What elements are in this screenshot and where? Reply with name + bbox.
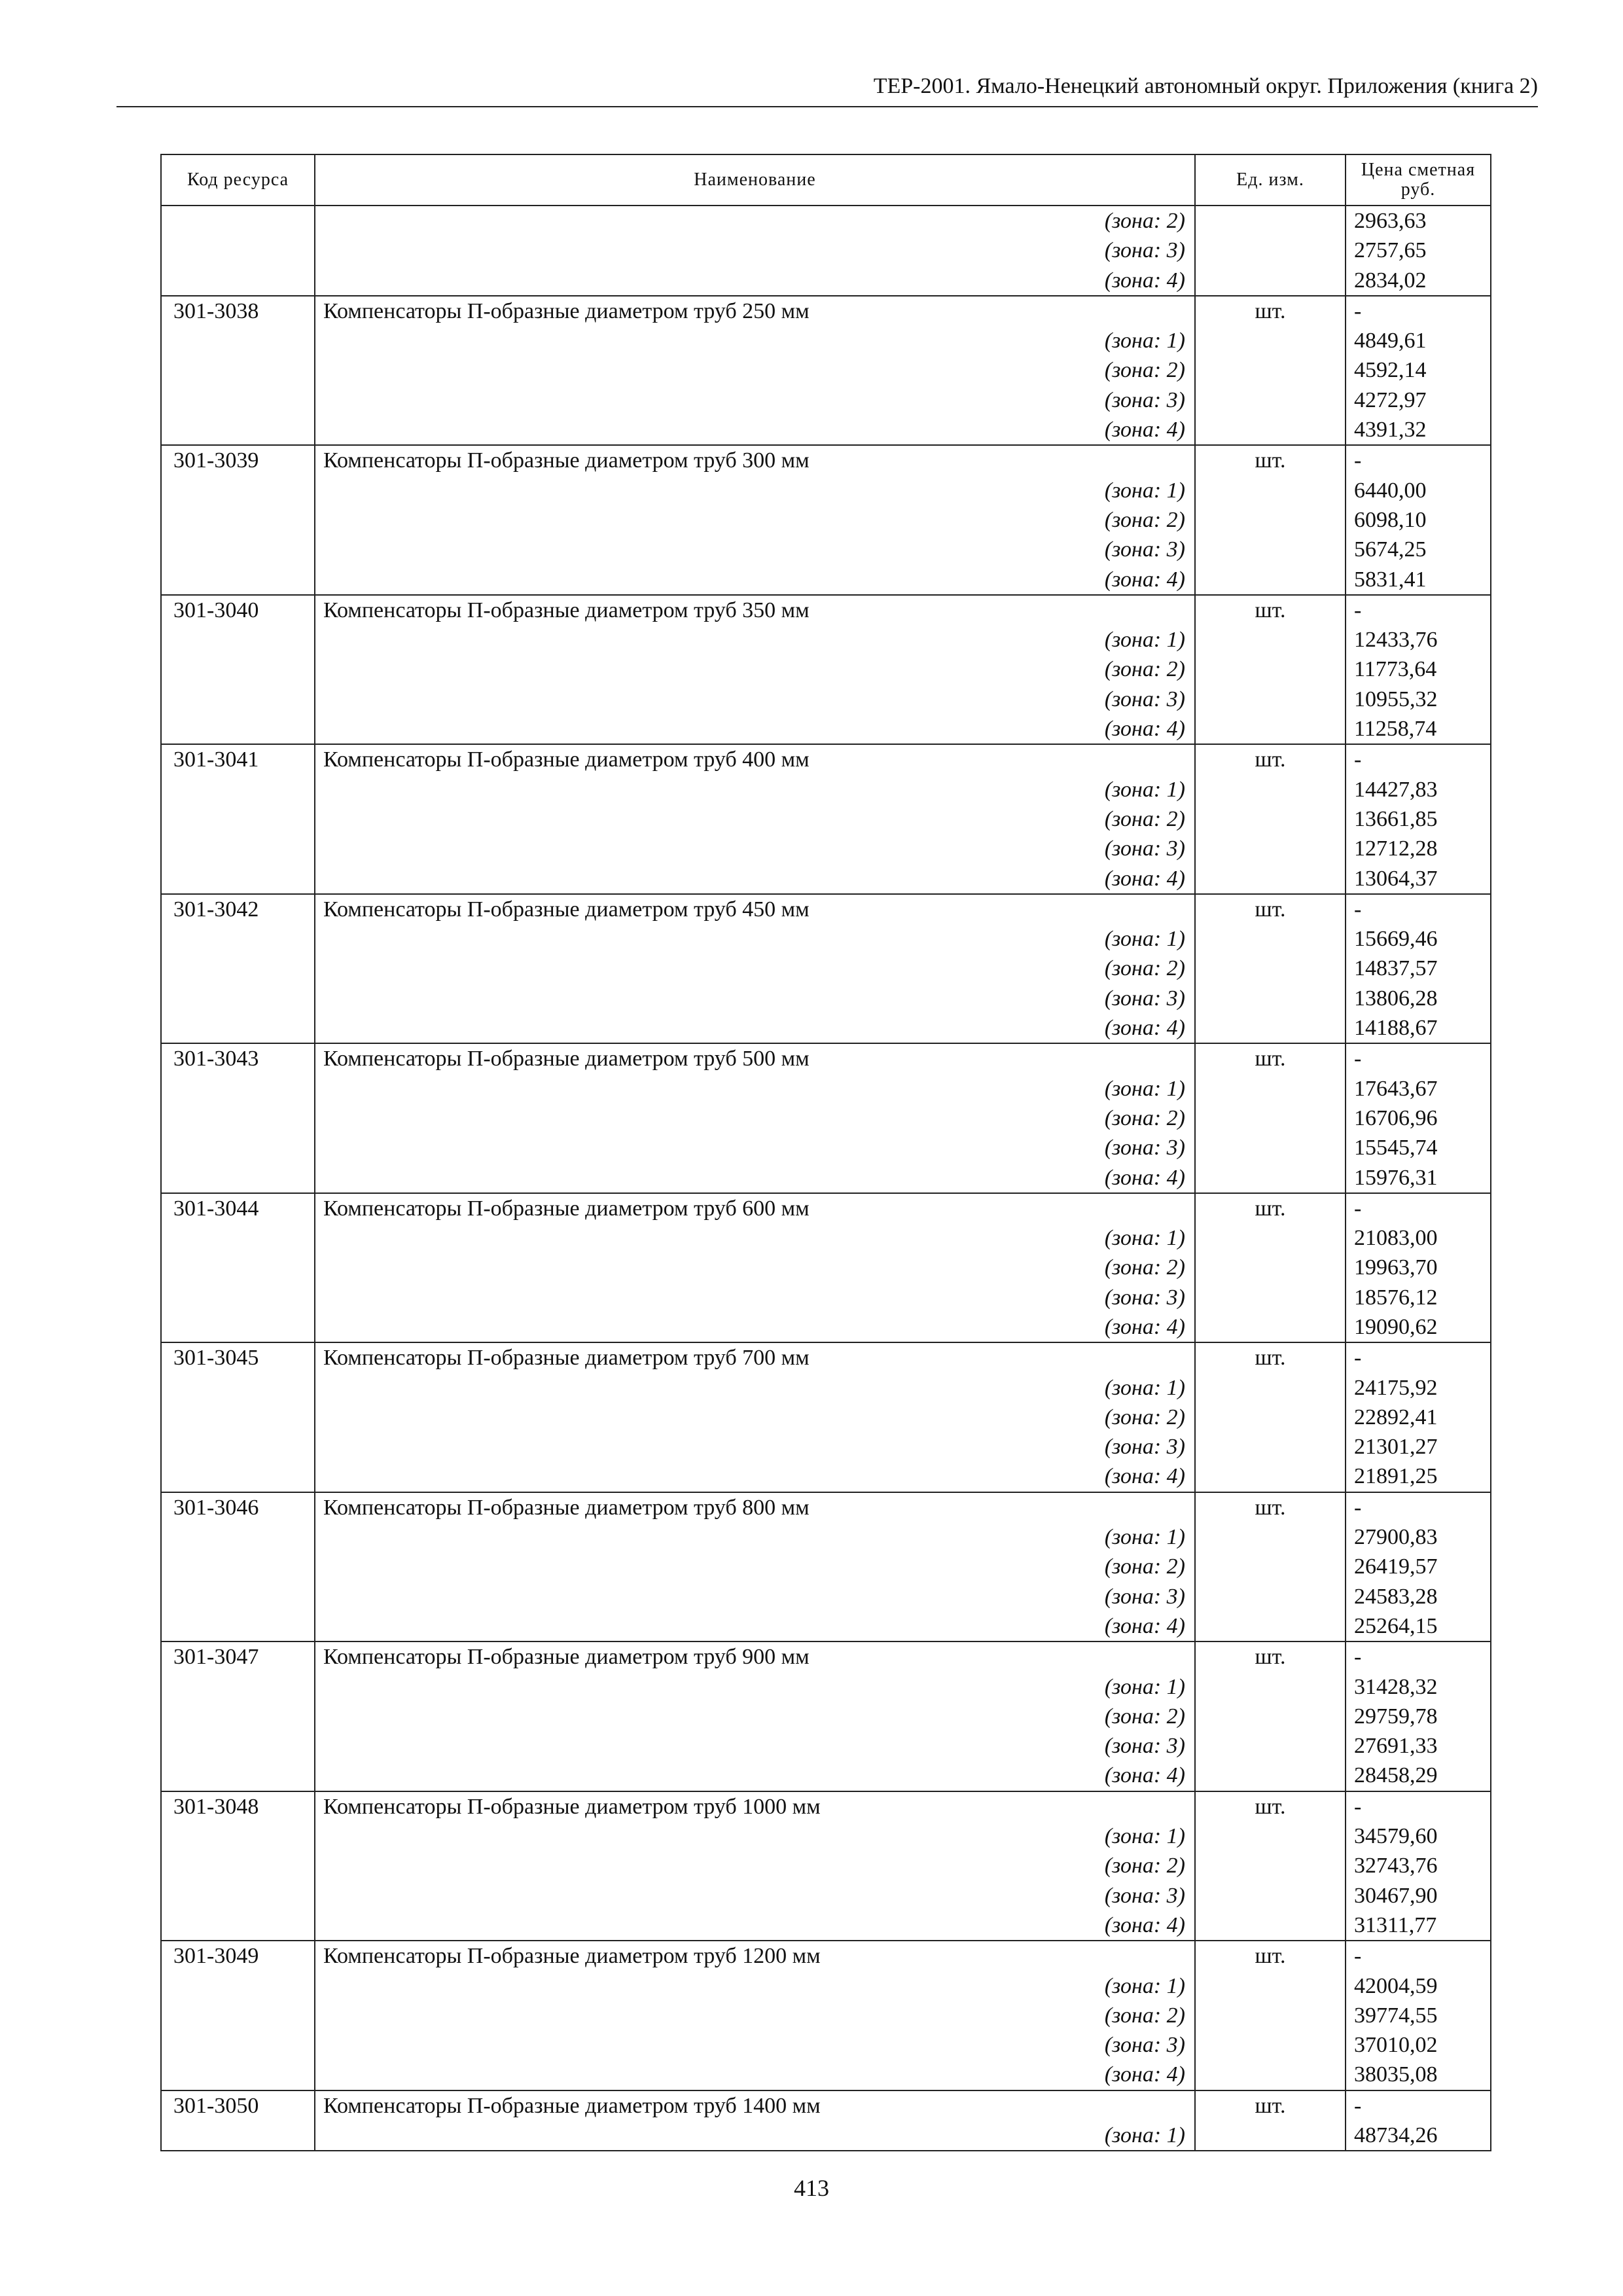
price-value: 4391,32 [1354, 418, 1427, 442]
price-value: 11258,74 [1354, 717, 1437, 742]
zone-label: (зона: 1) [1104, 628, 1185, 653]
price-value: 13064,37 [1354, 866, 1438, 891]
table-row [161, 1941, 1491, 2090]
price-value: 21891,25 [1354, 1464, 1438, 1489]
price-value: 27691,33 [1354, 1734, 1438, 1759]
resource-name: Компенсаторы П-образные диаметром труб 250 мм [323, 298, 810, 323]
price-value: - [1354, 598, 1362, 622]
price-value: - [1354, 1346, 1362, 1371]
resource-name: Компенсаторы П-образные диаметром труб 300 мм [323, 448, 810, 473]
zone-label: (зона: 2) [1104, 1554, 1185, 1579]
zone-label: (зона: 4) [1104, 567, 1185, 592]
price-value: 14837,57 [1354, 956, 1438, 981]
table-row [161, 595, 1491, 744]
resource-name: Компенсаторы П-образные диаметром труб 700 мм [323, 1346, 810, 1371]
unit: шт. [1195, 1641, 1346, 1791]
price-value: 25264,15 [1354, 1613, 1438, 1638]
resource-code: 301-3048 [161, 1791, 315, 1941]
price-value: 2834,02 [1354, 268, 1427, 293]
resource-code: 301-3045 [161, 1342, 315, 1492]
price-cell [1346, 1941, 1491, 2090]
zone-label: (зона: 4) [1104, 268, 1185, 293]
resource-name: Компенсаторы П-образные диаметром труб 1000 мм [323, 1794, 821, 1819]
price-value: 15669,46 [1354, 927, 1438, 952]
price-cell [1346, 1043, 1491, 1193]
price-cell [1346, 1193, 1491, 1342]
zone-label: (зона: 4) [1104, 418, 1185, 442]
price-value: 21083,00 [1354, 1226, 1438, 1251]
price-cell [1346, 206, 1491, 296]
price-value: - [1354, 1196, 1362, 1221]
price-value: - [1354, 448, 1362, 473]
resource-code: 301-3038 [161, 296, 315, 445]
price-value: 48734,26 [1354, 2123, 1438, 2147]
zone-label: (зона: 2) [1104, 507, 1185, 532]
unit: шт. [1195, 2090, 1346, 2151]
resource-name-cell [315, 1342, 1195, 1492]
resource-name: Компенсаторы П-образные диаметром труб 500 мм [323, 1047, 810, 1071]
price-value: 32743,76 [1354, 1854, 1438, 1878]
resource-name: Компенсаторы П-образные диаметром труб 450 мм [323, 897, 810, 922]
price-value: 19090,62 [1354, 1314, 1438, 1339]
price-value: 4272,97 [1354, 387, 1427, 412]
zone-label: (зона: 3) [1104, 238, 1185, 263]
price-value: 12433,76 [1354, 628, 1438, 653]
zone-label: (зона: 1) [1104, 1076, 1185, 1101]
zone-label: (зона: 4) [1104, 1613, 1185, 1638]
price-value: 5831,41 [1354, 567, 1427, 592]
price-cell [1346, 296, 1491, 445]
zone-label: (зона: 2) [1104, 1704, 1185, 1729]
table-header-row [161, 154, 1491, 206]
zone-label: (зона: 3) [1104, 1883, 1185, 1908]
resource-name-cell [315, 1492, 1195, 1641]
zone-label: (зона: 1) [1104, 478, 1185, 503]
resource-code: 301-3049 [161, 1941, 315, 2090]
price-cell [1346, 445, 1491, 594]
price-value: 24175,92 [1354, 1375, 1438, 1400]
price-cell [1346, 1492, 1491, 1641]
column-header-name: Наименование [315, 154, 1195, 206]
resource-name: Компенсаторы П-образные диаметром труб 600 мм [323, 1196, 810, 1221]
unit: шт. [1195, 894, 1346, 1043]
price-value: 5674,25 [1354, 537, 1427, 562]
column-header-unit: Ед. изм. [1195, 154, 1346, 206]
price-value: 28458,29 [1354, 1763, 1438, 1788]
resource-name-cell [315, 744, 1195, 893]
price-cell [1346, 2090, 1491, 2151]
price-cell [1346, 1791, 1491, 1941]
price-value: 34579,60 [1354, 1824, 1438, 1849]
price-cell [1346, 744, 1491, 893]
zone-label: (зона: 4) [1104, 717, 1185, 742]
unit: шт. [1195, 1043, 1346, 1193]
price-value: 2757,65 [1354, 238, 1427, 263]
resource-code: 301-3044 [161, 1193, 315, 1342]
zone-label: (зона: 3) [1104, 986, 1185, 1011]
price-value: 31311,77 [1354, 1912, 1437, 1937]
resource-name: Компенсаторы П-образные диаметром труб 1400 мм [323, 2093, 821, 2118]
zone-label: (зона: 2) [1104, 1255, 1185, 1280]
table-row [161, 1342, 1491, 1492]
zone-label: (зона: 3) [1104, 1285, 1185, 1310]
zone-label: (зона: 3) [1104, 1584, 1185, 1609]
resource-name-cell [315, 206, 1195, 296]
unit: шт. [1195, 595, 1346, 744]
price-value: 15545,74 [1354, 1136, 1438, 1160]
price-value: 38035,08 [1354, 2062, 1438, 2087]
price-cell [1346, 1342, 1491, 1492]
resource-code: 301-3041 [161, 744, 315, 893]
zone-label: (зона: 1) [1104, 1525, 1185, 1550]
zone-label: (зона: 2) [1104, 2003, 1185, 2028]
unit: шт. [1195, 296, 1346, 445]
zone-label: (зона: 3) [1104, 1734, 1185, 1759]
price-value: 12712,28 [1354, 836, 1438, 861]
price-value: 14188,67 [1354, 1016, 1438, 1041]
zone-label: (зона: 1) [1104, 329, 1185, 353]
zone-label: (зона: 2) [1104, 657, 1185, 682]
table-row [161, 744, 1491, 893]
zone-label: (зона: 2) [1104, 1854, 1185, 1878]
price-value: 6440,00 [1354, 478, 1427, 503]
resource-code: 301-3046 [161, 1492, 315, 1641]
table-row [161, 894, 1491, 1043]
price-cell [1346, 1641, 1491, 1791]
zone-label: (зона: 1) [1104, 1375, 1185, 1400]
price-value: - [1354, 1495, 1362, 1520]
column-header-code: Код ресурса [161, 154, 315, 206]
unit: шт. [1195, 1193, 1346, 1342]
zone-label: (зона: 3) [1104, 836, 1185, 861]
price-value: - [1354, 747, 1362, 772]
zone-label: (зона: 1) [1104, 1674, 1185, 1699]
table-row [161, 1791, 1491, 1941]
table-row [161, 445, 1491, 594]
price-value: 24583,28 [1354, 1584, 1438, 1609]
price-value: 39774,55 [1354, 2003, 1438, 2028]
table-row [161, 2090, 1491, 2151]
zone-label: (зона: 3) [1104, 1435, 1185, 1460]
zone-label: (зона: 2) [1104, 1405, 1185, 1429]
price-value: 10955,32 [1354, 687, 1438, 711]
zone-label: (зона: 1) [1104, 927, 1185, 952]
resource-name: Компенсаторы П-образные диаметром труб 900 мм [323, 1645, 810, 1670]
unit: шт. [1195, 1941, 1346, 2090]
table-row [161, 1641, 1491, 1791]
price-value: - [1354, 2093, 1362, 2118]
zone-label: (зона: 1) [1104, 1973, 1185, 1998]
price-value: 29759,78 [1354, 1704, 1438, 1729]
price-table [160, 154, 1491, 2151]
running-header: ТЕР-2001. Ямало-Ненецкий автономный округ. Приложения (книга 2) [116, 72, 1538, 107]
price-value: 27900,83 [1354, 1525, 1438, 1550]
price-value: 4592,14 [1354, 358, 1427, 383]
price-value: 4849,61 [1354, 329, 1427, 353]
resource-code: 301-3050 [161, 2090, 315, 2151]
zone-label: (зона: 1) [1104, 2123, 1185, 2147]
resource-code [161, 206, 315, 296]
resource-name: Компенсаторы П-образные диаметром труб 350 мм [323, 598, 810, 622]
price-value: 16706,96 [1354, 1105, 1438, 1130]
table-row [161, 206, 1491, 296]
table-body [161, 206, 1491, 2151]
resource-name-cell [315, 2090, 1195, 2151]
resource-name: Компенсаторы П-образные диаметром труб 1200 мм [323, 1944, 821, 1969]
page-number: 413 [794, 2175, 829, 2201]
price-cell [1346, 894, 1491, 1043]
zone-label: (зона: 4) [1104, 1314, 1185, 1339]
table-row [161, 1193, 1491, 1342]
unit: шт. [1195, 1791, 1346, 1941]
zone-label: (зона: 3) [1104, 687, 1185, 711]
resource-code: 301-3042 [161, 894, 315, 1043]
price-value: 13806,28 [1354, 986, 1438, 1011]
price-value: 22892,41 [1354, 1405, 1438, 1429]
price-value: 21301,27 [1354, 1435, 1438, 1460]
resource-name-cell [315, 1791, 1195, 1941]
resource-code: 301-3039 [161, 445, 315, 594]
unit: шт. [1195, 445, 1346, 594]
resource-name: Компенсаторы П-образные диаметром труб 400 мм [323, 747, 810, 772]
resource-name-cell [315, 1193, 1195, 1342]
price-value: 31428,32 [1354, 1674, 1438, 1699]
resource-name: Компенсаторы П-образные диаметром труб 800 мм [323, 1495, 810, 1520]
unit: шт. [1195, 744, 1346, 893]
price-value: 37010,02 [1354, 2033, 1438, 2058]
unit: шт. [1195, 1492, 1346, 1641]
price-value: 26419,57 [1354, 1554, 1438, 1579]
price-value: 6098,10 [1354, 507, 1427, 532]
price-value: 13661,85 [1354, 806, 1438, 831]
zone-label: (зона: 3) [1104, 2033, 1185, 2058]
price-value: 11773,64 [1354, 657, 1437, 682]
price-value: 30467,90 [1354, 1883, 1438, 1908]
price-value: - [1354, 1645, 1362, 1670]
table-row [161, 1492, 1491, 1641]
column-header-price: Цена сметная руб. [1346, 154, 1491, 206]
zone-label: (зона: 4) [1104, 1016, 1185, 1041]
zone-label: (зона: 1) [1104, 1824, 1185, 1849]
price-value: - [1354, 1794, 1362, 1819]
zone-label: (зона: 2) [1104, 209, 1185, 233]
table-row [161, 296, 1491, 445]
resource-code: 301-3047 [161, 1641, 315, 1791]
resource-name-cell [315, 1941, 1195, 2090]
resource-code: 301-3040 [161, 595, 315, 744]
price-value: 42004,59 [1354, 1973, 1438, 1998]
zone-label: (зона: 1) [1104, 1226, 1185, 1251]
zone-label: (зона: 2) [1104, 358, 1185, 383]
resource-name-cell [315, 1641, 1195, 1791]
zone-label: (зона: 4) [1104, 1165, 1185, 1190]
zone-label: (зона: 2) [1104, 1105, 1185, 1130]
table-row [161, 1043, 1491, 1193]
zone-label: (зона: 3) [1104, 387, 1185, 412]
price-value: - [1354, 298, 1362, 323]
resource-name-cell [315, 445, 1195, 594]
zone-label: (зона: 4) [1104, 866, 1185, 891]
zone-label: (зона: 3) [1104, 1136, 1185, 1160]
resource-name-cell [315, 1043, 1195, 1193]
resource-name-cell [315, 595, 1195, 744]
price-value: 15976,31 [1354, 1165, 1438, 1190]
price-cell [1346, 595, 1491, 744]
zone-label: (зона: 2) [1104, 806, 1185, 831]
price-value: 19963,70 [1354, 1255, 1438, 1280]
zone-label: (зона: 2) [1104, 956, 1185, 981]
resource-name-cell [315, 894, 1195, 1043]
zone-label: (зона: 4) [1104, 1464, 1185, 1489]
unit [1195, 206, 1346, 296]
zone-label: (зона: 4) [1104, 1912, 1185, 1937]
price-value: - [1354, 897, 1362, 922]
zone-label: (зона: 4) [1104, 2062, 1185, 2087]
price-value: 14427,83 [1354, 777, 1438, 802]
price-value: 2963,63 [1354, 209, 1427, 233]
price-value: - [1354, 1944, 1362, 1969]
price-value: 17643,67 [1354, 1076, 1438, 1101]
price-value: 18576,12 [1354, 1285, 1438, 1310]
price-value: - [1354, 1047, 1362, 1071]
zone-label: (зона: 3) [1104, 537, 1185, 562]
unit: шт. [1195, 1342, 1346, 1492]
zone-label: (зона: 1) [1104, 777, 1185, 802]
resource-name-cell [315, 296, 1195, 445]
resource-code: 301-3043 [161, 1043, 315, 1193]
zone-label: (зона: 4) [1104, 1763, 1185, 1788]
